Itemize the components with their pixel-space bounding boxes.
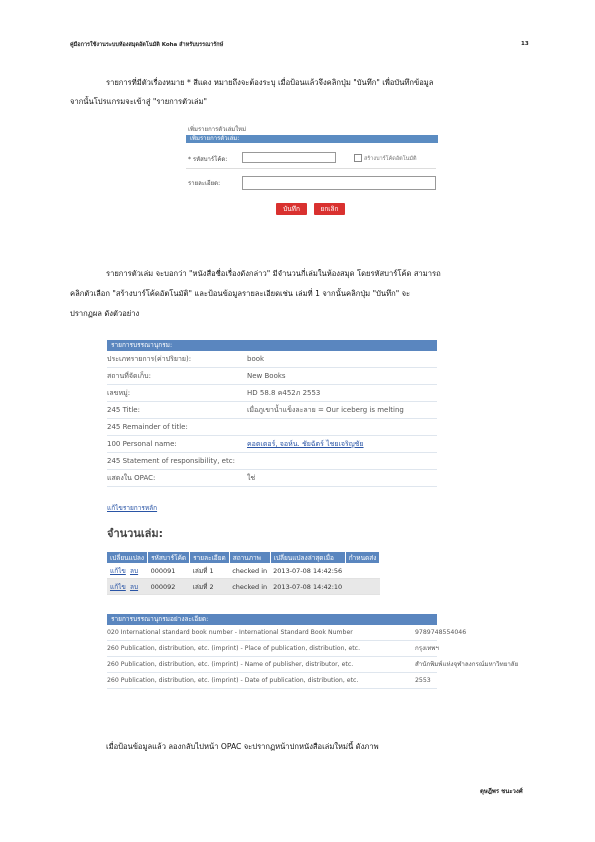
bib-record-row — [107, 351, 437, 368]
volumes-column-header: เปลี่ยนแปลง — [107, 552, 148, 563]
marc-field-label: 260 Publication, distribution, etc. (imprint) - Name of publisher, distributor, etc. — [107, 661, 354, 668]
paragraph-3: เมื่อป้อนข้อมูลแล้ว ลองกลับไปหน้า OPAC จะปรากฏหน้าปกหนังสือเล่มใหม่นี้ ดังภาพ — [106, 742, 379, 751]
bib-field-label: เลขหมู่: — [107, 389, 131, 397]
form-caption: เพิ่มรายการตัวเล่มใหม่ — [188, 126, 247, 133]
volume-due-cell — [345, 579, 380, 595]
volume-barcode-cell: 000091 — [148, 563, 190, 579]
bib-field-value: เมื่อภูเขาน้ำแข็งละลาย = Our iceberg is melting — [247, 406, 404, 414]
bib-field-label: 245 Title: — [107, 406, 140, 414]
save-button[interactable]: บันทึก — [276, 203, 307, 215]
paragraph-2-line-2: คลิกตัวเลือก "สร้างบาร์โค้ดอัตโนมัติ" และป้อนข้อมูลรายละเอียดเช่น เล่มที่ 1 จากนั้นคลิกปุ่ม "บันทึก" จะ — [70, 289, 411, 298]
marc-field-value: 9789748554046 — [415, 629, 467, 636]
bib-field-value: book — [247, 355, 265, 363]
volume-status-cell: checked in — [229, 579, 270, 595]
delete-volume-link[interactable]: ลบ — [129, 582, 139, 591]
volume-actions-cell — [107, 563, 148, 579]
bib-field-label: 245 Remainder of title: — [107, 423, 188, 431]
marc-field-label: 260 Publication, distribution, etc. (imprint) - Place of publication, distribution, etc. — [107, 645, 361, 652]
volumes-heading: จำนวนเล่ม: — [107, 527, 163, 540]
edit-volume-link[interactable]: แก้ไข — [110, 582, 126, 591]
volume-modified-cell: 2013-07-08 14:42:10 — [270, 579, 345, 595]
bib-record-row — [107, 436, 437, 453]
bib-field-value: New Books — [247, 372, 286, 380]
edit-volume-link[interactable]: แก้ไข — [110, 566, 126, 575]
volume-actions-cell — [107, 579, 148, 595]
volume-modified-cell: 2013-07-08 14:42:56 — [270, 563, 345, 579]
bib-field-label: สถานที่จัดเก็บ: — [107, 372, 151, 380]
marc-field-row — [107, 641, 437, 657]
volumes-column-header: กำหนดส่ง — [345, 552, 380, 563]
description-label: รายละเอียด: — [188, 180, 221, 187]
volumes-table-wrap — [107, 552, 380, 595]
marc-field-row — [107, 657, 519, 673]
bib-field-value: HD 58.8 ค452ภ 2553 — [247, 389, 321, 397]
bib-field-label: ประเภทรายการ(ค่าปริยาย): — [107, 355, 192, 363]
volume-row — [107, 579, 380, 595]
delete-volume-link[interactable]: ลบ — [129, 566, 139, 575]
bib-record-title-bar: รายการบรรณานุกรม: — [107, 340, 437, 351]
marc-field-row — [107, 625, 467, 641]
form-divider — [186, 168, 436, 169]
auto-barcode-label: สร้างบาร์โค้ดอัตโนมัติ — [364, 156, 417, 162]
marc-field-row — [107, 673, 437, 689]
bib-record-panel — [107, 340, 437, 487]
volumes-table — [107, 552, 380, 595]
bib-field-label: แสดงใน OPAC: — [107, 474, 156, 482]
bib-record-row — [107, 453, 437, 470]
auto-barcode-checkbox[interactable] — [354, 154, 362, 162]
bib-field-value[interactable]: คอตเตอร์, จอห์น. ชัยฉัตร์ ไชยเจริญชัย — [247, 440, 364, 448]
bib-field-label: 245 Statement of responsibility, etc: — [107, 457, 235, 465]
marc-field-value: 2553 — [415, 677, 431, 684]
bib-record-row — [107, 470, 437, 487]
volumes-column-header: เปลี่ยนแปลงล่าสุดเมื่อ — [270, 552, 345, 563]
bib-field-label: 100 Personal name: — [107, 440, 177, 448]
bib-field-value: ใช่ — [247, 474, 256, 482]
volume-barcode-cell: 000092 — [148, 579, 190, 595]
page-number: 13 — [521, 41, 529, 47]
paragraph-1-line-1: รายการที่มีตัวเรื่องหมาย * สีแดง หมายถึงจะต้องระบุ เมื่อป้อนแล้วจึงคลิกปุ่ม "บันทึก" เพื่อบันทึกข้อมูล — [106, 78, 434, 87]
bib-record-row — [107, 419, 437, 436]
barcode-label: * รหัสบาร์โค้ด: — [188, 156, 228, 163]
paragraph-2-line-1: รายการตัวเล่ม จะบอกว่า "หนังสือชื่อเรื่องดังกล่าว" มีจำนวนกี่เล่มในห้องสมุด โดยรหัสบาร์โค้ด สามารถ — [106, 269, 441, 278]
volumes-column-header: รหัสบาร์โค้ด — [148, 552, 190, 563]
bib-record-row — [107, 368, 437, 385]
volume-description-cell: เล่มที่ 1 — [190, 563, 230, 579]
volume-status-cell: checked in — [229, 563, 270, 579]
marc-fields-title-bar: รายการบรรณานุกรมอย่างละเอียด: — [107, 614, 437, 625]
volumes-column-header: สถานภาพ — [229, 552, 270, 563]
marc-field-value: กรุงเทพฯ — [415, 645, 439, 652]
bib-record-row — [107, 385, 437, 402]
volume-due-cell — [345, 563, 380, 579]
edit-record-link[interactable]: แก้ไขรายการหลัก — [107, 504, 158, 512]
cancel-button[interactable]: ยกเลิก — [314, 203, 345, 215]
marc-field-value: สำนักพิมพ์แห่งจุฬาลงกรณ์มหาวิทยาลัย — [415, 661, 519, 668]
bib-record-row — [107, 402, 437, 419]
marc-field-label: 020 International standard book number - International Standard Book Number — [107, 629, 353, 636]
volume-description-cell: เล่มที่ 2 — [190, 579, 230, 595]
marc-field-label: 260 Publication, distribution, etc. (imprint) - Date of publication, distribution, etc. — [107, 677, 359, 684]
volumes-column-header: รายละเอียด — [190, 552, 230, 563]
description-input[interactable] — [242, 176, 436, 190]
volume-row — [107, 563, 380, 579]
document-header: คู่มือการใช้งานระบบห้องสมุดอัตโนมัติ Koha สำหรับบรรณารักษ์ — [70, 42, 224, 48]
paragraph-1-line-2: จากนั้นโปรแกรมจะเข้าสู่ "รายการตัวเล่ม" — [70, 97, 208, 106]
barcode-input[interactable] — [242, 152, 336, 163]
add-item-form — [186, 124, 438, 220]
paragraph-2-line-3: ปรากฏผล ดังตัวอย่าง — [70, 309, 140, 318]
marc-fields-panel — [107, 614, 519, 689]
footer-author: ดุษฎีพร ชนะวงศ์ — [480, 788, 523, 795]
form-title-bar: เพิ่มรายการตัวเล่ม: — [186, 135, 438, 143]
